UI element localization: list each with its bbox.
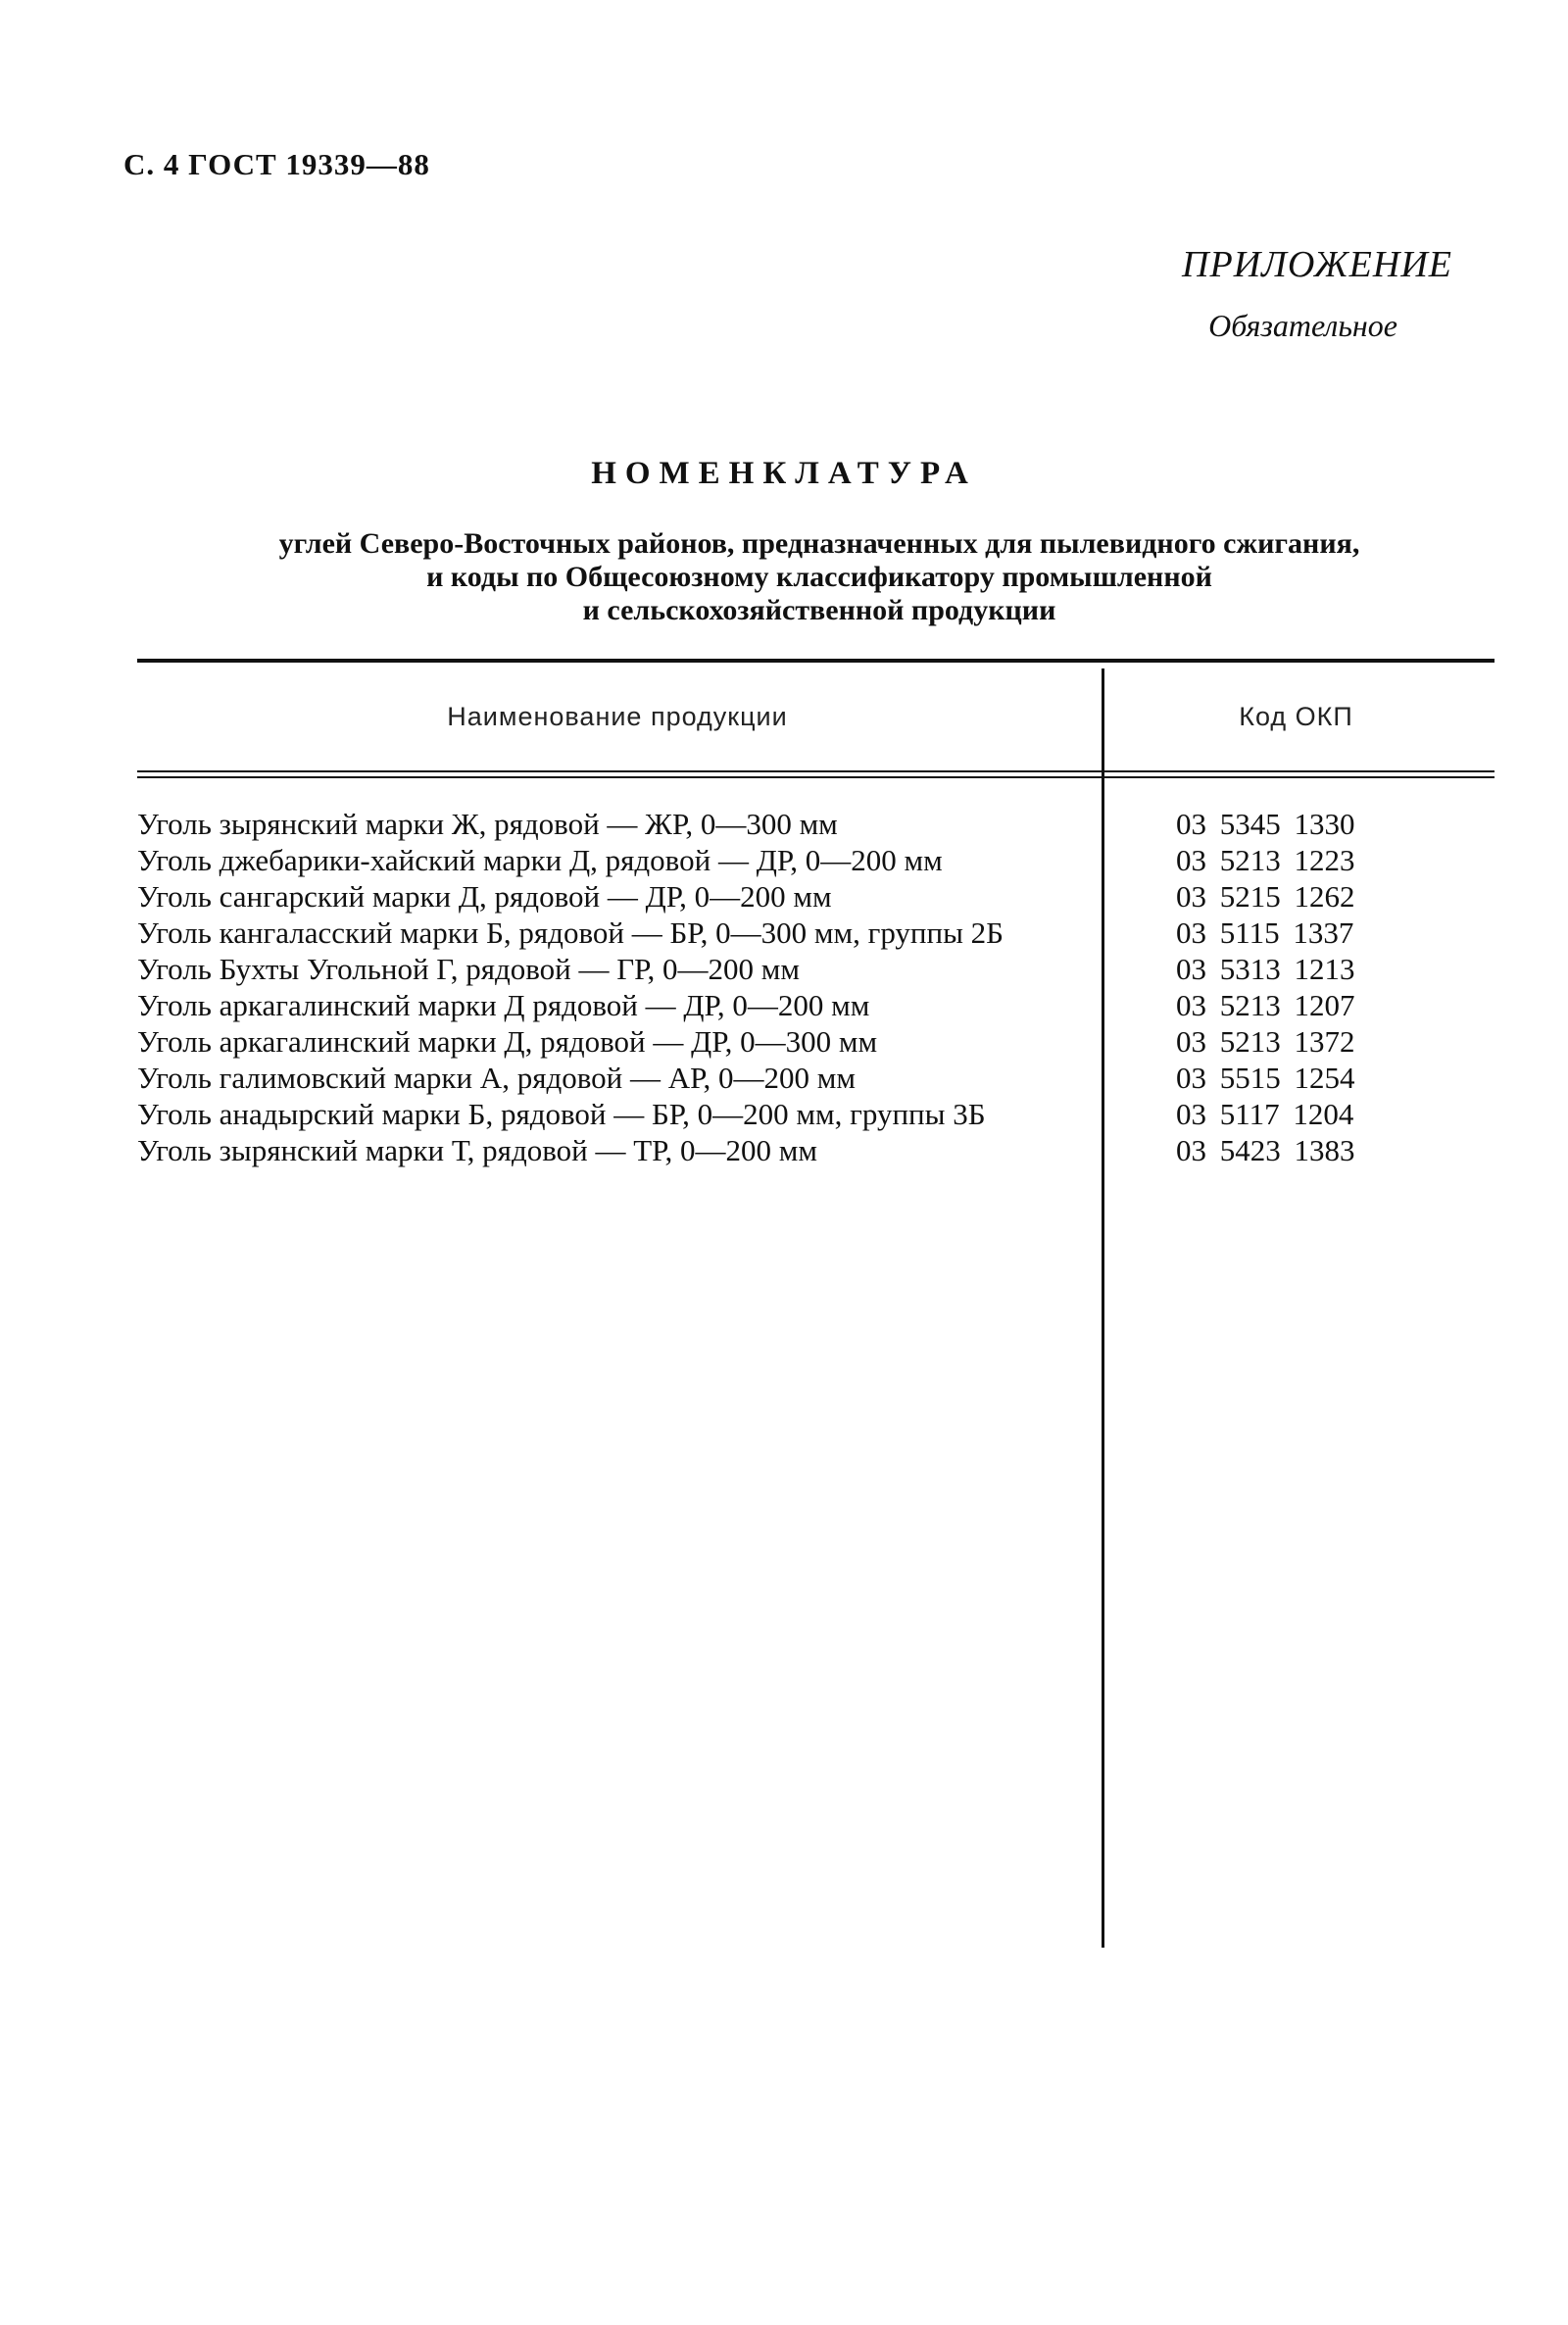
product-name: Уголь галимовский марки А, рядовой — АР, 0—200 мм xyxy=(137,1061,856,1095)
product-name: Уголь кангаласский марки Б, рядовой — БР, 0—300 мм, группы 2Б xyxy=(137,915,1004,950)
table-header xyxy=(137,663,1494,770)
product-name: Уголь зырянский марки Т, рядовой — ТР, 0—200 мм xyxy=(137,1133,818,1167)
table-row xyxy=(137,1060,1494,1096)
product-name: Уголь сангарский марки Д, рядовой — ДР, 0—200 мм xyxy=(137,879,832,914)
appendix-status: Обязательное xyxy=(1208,308,1397,343)
product-name: Уголь зырянский марки Ж, рядовой — ЖР, 0—300 мм xyxy=(137,807,838,841)
okp-code: 03 5213 1207 xyxy=(1176,988,1355,1022)
okp-code: 03 5213 1372 xyxy=(1176,1024,1355,1059)
product-name: Уголь аркагалинский марки Д, рядовой — ДР, 0—300 мм xyxy=(137,1024,878,1059)
table-body xyxy=(137,806,1494,1168)
okp-code: 03 5117 1204 xyxy=(1176,1097,1354,1131)
product-name: Уголь анадырский марки Б, рядовой — БР, 0—200 мм, группы 3Б xyxy=(137,1097,986,1131)
subtitle-line: и сельскохозяйственной продукции xyxy=(582,594,1056,626)
okp-code: 03 5515 1254 xyxy=(1176,1061,1355,1095)
document-title: НОМЕНКЛАТУРА xyxy=(591,456,977,491)
document-subtitle xyxy=(133,527,1505,627)
table-row xyxy=(137,951,1494,987)
appendix-label: ПРИЛОЖЕНИЕ xyxy=(1182,244,1452,285)
page-header: С. 4 ГОСТ 19339—88 xyxy=(123,147,430,181)
header-rule xyxy=(137,776,1494,778)
column-header-name: Наименование продукции xyxy=(447,701,788,731)
okp-code: 03 5215 1262 xyxy=(1176,879,1355,914)
okp-code: 03 5115 1337 xyxy=(1176,915,1354,950)
okp-code: 03 5313 1213 xyxy=(1176,952,1355,986)
product-name: Уголь аркагалинский марки Д рядовой — ДР, 0—200 мм xyxy=(137,988,870,1022)
table-row xyxy=(137,842,1494,878)
column-header-code: Код ОКП xyxy=(1239,701,1353,731)
table-row xyxy=(137,1023,1494,1060)
okp-code: 03 5213 1223 xyxy=(1176,843,1355,877)
table-row xyxy=(137,878,1494,915)
table-row xyxy=(137,1132,1494,1168)
table-row xyxy=(137,915,1494,951)
product-name: Уголь джебарики-хайский марки Д, рядовой — ДР, 0—200 мм xyxy=(137,843,943,877)
table-row xyxy=(137,1096,1494,1132)
appendix-block xyxy=(1182,243,1452,344)
okp-code: 03 5345 1330 xyxy=(1176,807,1355,841)
okp-code: 03 5423 1383 xyxy=(1176,1133,1355,1167)
table-row xyxy=(137,987,1494,1023)
subtitle-line: и коды по Общесоюзному классификатору промышленной xyxy=(426,561,1212,593)
subtitle-line: углей Северо-Восточных районов, предназначенных для пылевидного сжигания, xyxy=(278,527,1360,560)
product-name: Уголь Бухты Угольной Г, рядовой — ГР, 0—200 мм xyxy=(137,952,801,986)
nomenclature-table xyxy=(137,659,1494,1167)
table-row xyxy=(137,806,1494,842)
